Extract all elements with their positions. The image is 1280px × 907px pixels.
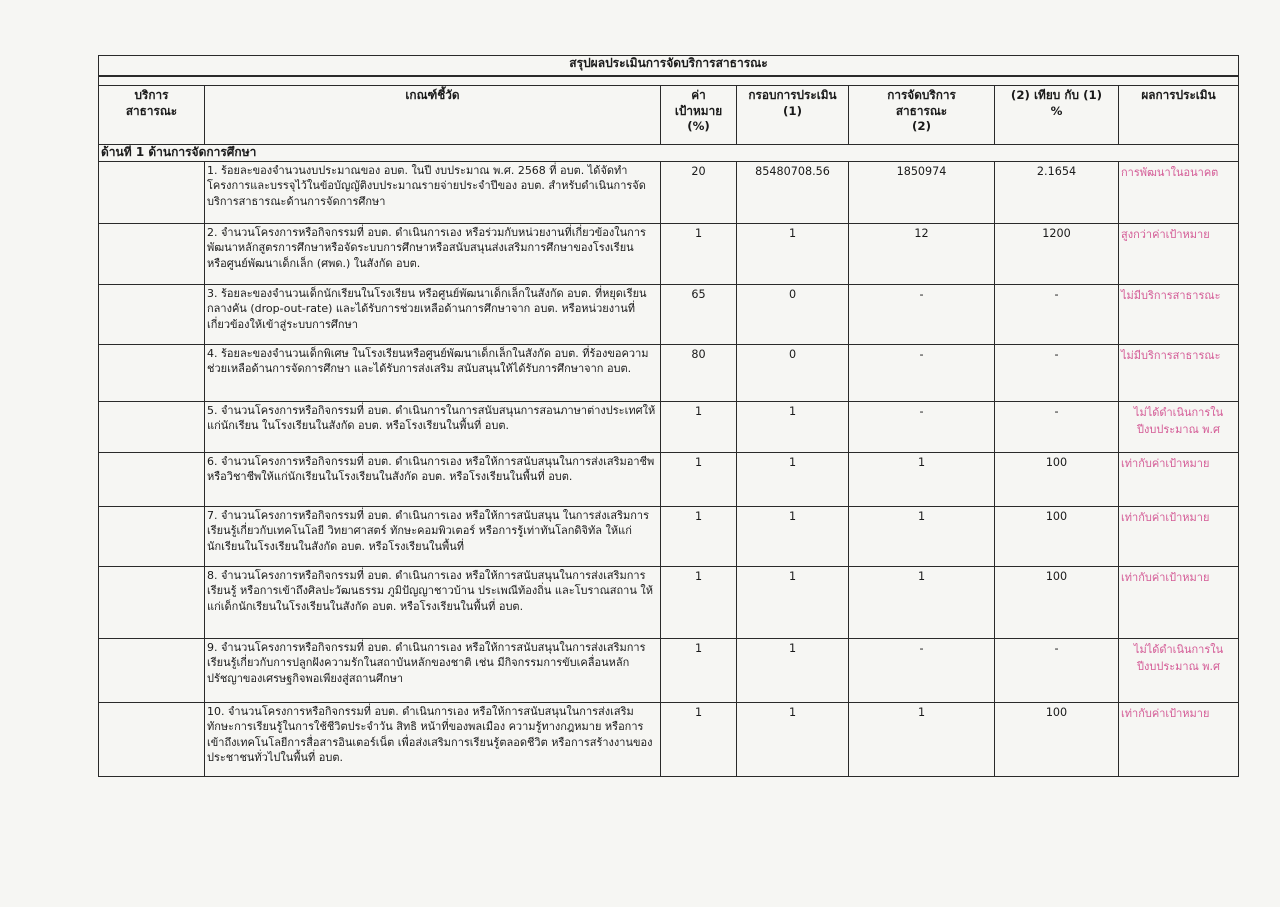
compare-cell: - [995,284,1119,344]
evaluation-sheet [98,55,1238,777]
criteria-cell: 3. ร้อยละของจำนวนเด็กนักเรียนในโรงเรียน หรือศูนย์พัฒนาเด็กเล็กในสังกัด อบต. ที่หยุดเรียนกลางคัน (drop-out-rate) และได้รับการช่วยเหลือด้านการศึกษาจาก อบต. หรือหน่วยงานที่เกี่ยวข้องให้เข้าสู่ระบบการศึกษา [205,284,661,344]
provided-cell: - [849,284,995,344]
target-cell: 1 [661,702,737,776]
header-criteria [205,86,661,145]
criteria-cell: 7. จำนวนโครงการหรือกิจกรรมที่ อบต. ดำเนินการเอง หรือให้การสนับสนุน ในการส่งเสริมการเรียนรู้เกี่ยวกับเทคโนโลยี วิทยาศาสตร์ ทักษะคอมพิวเตอร์ หรือการรู้เท่าทันโลกดิจิทัล ให้แก่นักเรียนในโรงเรียนในสังกัด อบต. หรือโรงเรียนในพื้นที่ [205,506,661,566]
header-service [99,86,205,145]
provided-cell: - [849,638,995,702]
compare-cell: 100 [995,702,1119,776]
result-cell: เท่ากับค่าเป้าหมาย [1119,506,1239,566]
provided-cell: 1 [849,506,995,566]
header-row [99,86,1239,145]
frame-cell: 1 [737,223,849,284]
header-frame-text: กรอบการประเมิน (1) [748,88,837,118]
target-cell: 80 [661,344,737,401]
criteria-cell: 6. จำนวนโครงการหรือกิจกรรมที่ อบต. ดำเนินการเอง หรือให้การสนับสนุนในการส่งเสริมอาชีพ หรือวิชาชีพให้แก่นักเรียนในโรงเรียนในสังกัด อบต. หรือโรงเรียนในพื้นที่ อบต. [205,452,661,506]
result-cell: ไม่ได้ดำเนินการในปีงบประมาณ พ.ศ [1119,638,1239,702]
target-cell: 1 [661,638,737,702]
frame-cell: 1 [737,506,849,566]
target-cell: 1 [661,401,737,452]
target-cell: 65 [661,284,737,344]
result-cell: เท่ากับค่าเป้าหมาย [1119,452,1239,506]
provided-cell: 1 [849,566,995,638]
header-criteria-text: เกณฑ์ชี้วัด [405,88,460,102]
compare-cell: - [995,638,1119,702]
target-cell: 20 [661,161,737,223]
table-row [99,452,1239,506]
header-service-text: บริการ สาธารณะ [125,88,178,118]
service-cell [99,702,205,776]
criteria-cell: 2. จำนวนโครงการหรือกิจกรรมที่ อบต. ดำเนินการเอง หรือร่วมกับหน่วยงานที่เกี่ยวข้องในการพัฒนาหลักสูตรการศึกษาหรือจัดระบบการศึกษาหรือสนับสนุนส่งเสริมการศึกษาของโรงเรียน หรือศูนย์พัฒนาเด็กเล็ก (ศพด.) ในสังกัด อบต. [205,223,661,284]
service-cell [99,161,205,223]
compare-cell: 100 [995,566,1119,638]
service-cell [99,506,205,566]
target-cell: 1 [661,566,737,638]
provided-cell: 1 [849,702,995,776]
service-cell [99,566,205,638]
header-provided [849,86,995,145]
provided-cell: 12 [849,223,995,284]
table-row [99,284,1239,344]
result-cell: สูงกว่าค่าเป้าหมาย [1119,223,1239,284]
table-row [99,161,1239,223]
result-cell: การพัฒนาในอนาคต [1119,161,1239,223]
compare-cell: 100 [995,452,1119,506]
evaluation-table [98,55,1239,777]
header-target [661,86,737,145]
header-result [1119,86,1239,145]
service-cell [99,401,205,452]
target-cell: 1 [661,223,737,284]
target-cell: 1 [661,506,737,566]
result-cell: เท่ากับค่าเป้าหมาย [1119,566,1239,638]
frame-cell: 0 [737,284,849,344]
frame-cell: 1 [737,566,849,638]
frame-cell: 0 [737,344,849,401]
compare-cell: 100 [995,506,1119,566]
header-compare-text: (2) เทียบ กับ (1) % [1010,88,1103,118]
spacer-row [99,76,1239,86]
header-frame [737,86,849,145]
provided-cell: 1850974 [849,161,995,223]
compare-cell: 1200 [995,223,1119,284]
criteria-cell: 1. ร้อยละของจำนวนงบประมาณของ อบต. ในปี งบประมาณ พ.ศ. 2568 ที่ อบต. ได้จัดทำโครงการและบรรจุไว้ในข้อบัญญัติงบประมาณรายจ่ายประจำปีของ อบต. สำหรับดำเนินการจัดบริการสาธารณะด้านการจัดการศึกษา [205,161,661,223]
header-result-text: ผลการประเมิน [1141,88,1216,102]
service-cell [99,344,205,401]
service-cell [99,452,205,506]
compare-cell: 2.1654 [995,161,1119,223]
result-cell: เท่ากับค่าเป้าหมาย [1119,702,1239,776]
table-row [99,344,1239,401]
criteria-cell: 5. จำนวนโครงการหรือกิจกรรมที่ อบต. ดำเนินการในการสนับสนุนการสอนภาษาต่างประเทศให้แก่นักเรียน ในโรงเรียนในสังกัด อบต. หรือโรงเรียนในพื้นที่ อบต. [205,401,661,452]
table-row [99,638,1239,702]
compare-cell: - [995,401,1119,452]
frame-cell: 1 [737,452,849,506]
table-row [99,506,1239,566]
result-cell: ไม่มีบริการสาธารณะ [1119,344,1239,401]
frame-cell: 1 [737,401,849,452]
criteria-cell: 9. จำนวนโครงการหรือกิจกรรมที่ อบต. ดำเนินการเอง หรือให้การสนับสนุนในการส่งเสริมการเรียนรู้เกี่ยวกับการปลูกฝังความรักในสถาบันหลักของชาติ เช่น มีกิจกรรมการขับเคลื่อนหลักปรัชญาของเศรษฐกิจพอเพียงสู่สถานศึกษา [205,638,661,702]
compare-cell: - [995,344,1119,401]
service-cell [99,223,205,284]
header-target-text: ค่า เป้าหมาย (%) [674,88,723,133]
section-title: ด้านที่ 1 ด้านการจัดการศึกษา [99,145,1239,162]
criteria-cell: 8. จำนวนโครงการหรือกิจกรรมที่ อบต. ดำเนินการเอง หรือให้การสนับสนุนในการส่งเสริมการเรียนรู้ หรือการเข้าถึงศิลปะวัฒนธรรม ภูมิปัญญาชาวบ้าน ประเพณีท้องถิ่น และโบราณสถาน ให้แก่เด็กนักเรียนในโรงเรียนในสังกัด อบต. หรือโรงเรียนในพื้นที่ อบต. [205,566,661,638]
provided-cell: - [849,401,995,452]
result-cell: ไม่มีบริการสาธารณะ [1119,284,1239,344]
section-row [99,145,1239,162]
criteria-cell: 10. จำนวนโครงการหรือกิจกรรมที่ อบต. ดำเนินการเอง หรือให้การสนับสนุนในการส่งเสริมทักษะการเรียนรู้ในการใช้ชีวิตประจำวัน สิทธิ หน้าที่ของพลเมือง ความรู้ทางกฎหมาย หรือการเข้าถึงเทคโนโลยีการสื่อสารอินเตอร์เน็ต เพื่อส่งเสริมการเรียนรู้ตลอดชีวิต หรือการสร้างงานของประชาชนทั่วไปในพื้นที่ อบต. [205,702,661,776]
target-cell: 1 [661,452,737,506]
table-title: สรุปผลประเมินการจัดบริการสาธารณะ [99,56,1239,77]
table-row [99,566,1239,638]
header-compare [995,86,1119,145]
frame-cell: 1 [737,702,849,776]
result-cell: ไม่ได้ดำเนินการในปีงบประมาณ พ.ศ [1119,401,1239,452]
table-row [99,223,1239,284]
frame-cell: 1 [737,638,849,702]
provided-cell: - [849,344,995,401]
criteria-cell: 4. ร้อยละของจำนวนเด็กพิเศษ ในโรงเรียนหรือศูนย์พัฒนาเด็กเล็กในสังกัด อบต. ที่ร้องขอความช่วยเหลือด้านการจัดการศึกษา และได้รับการส่งเสริม สนับสนุนให้ได้รับการศึกษาจาก อบต. [205,344,661,401]
service-cell [99,638,205,702]
service-cell [99,284,205,344]
table-row [99,401,1239,452]
header-provided-text: การจัดบริการ สาธารณะ (2) [887,88,956,133]
table-row [99,702,1239,776]
provided-cell: 1 [849,452,995,506]
frame-cell: 85480708.56 [737,161,849,223]
